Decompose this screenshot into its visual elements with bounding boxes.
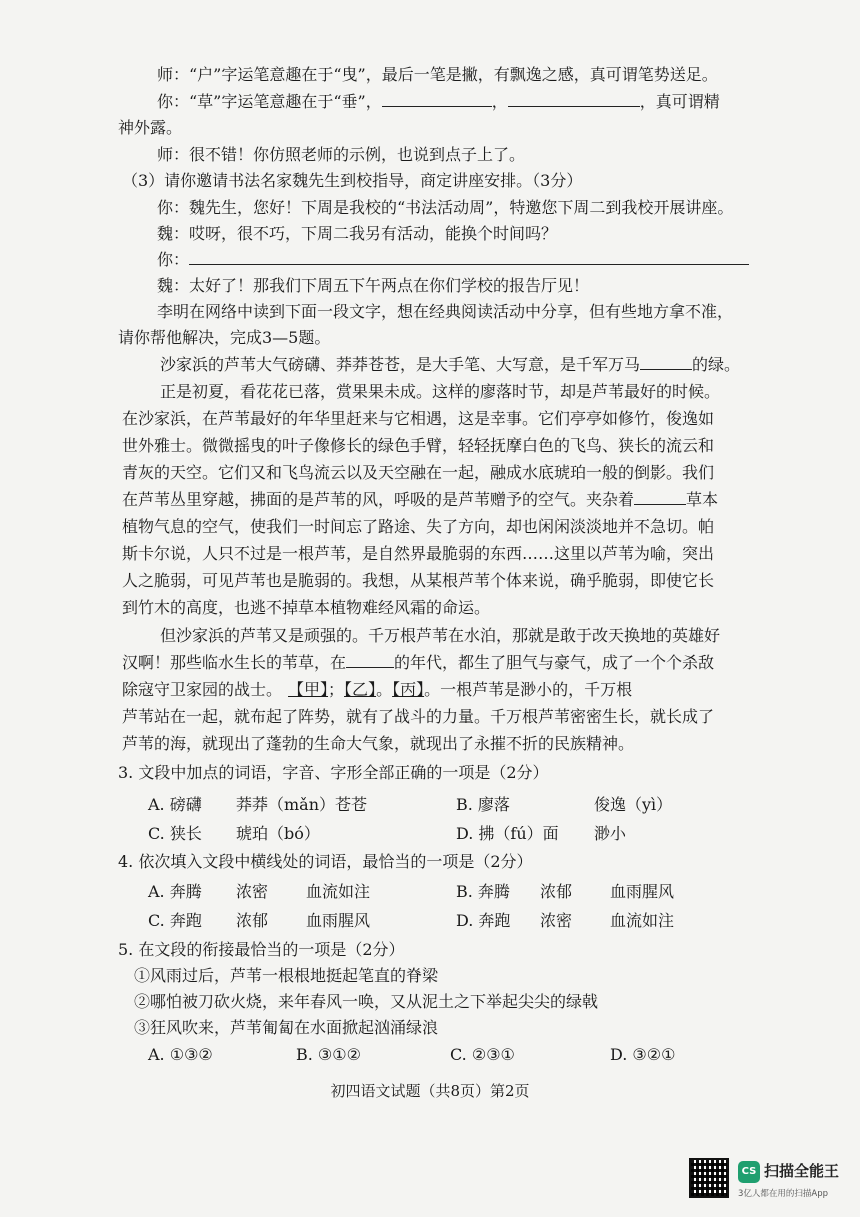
passage-p3-l2 [122,652,714,674]
camscanner-logo-icon: CS [738,1161,760,1183]
invite-line-4: 魏：太好了！那我们下周五下午两点在你们学校的报告厅见！ [157,276,590,295]
camscanner-brand: 扫描全能王 [764,1162,840,1180]
teacher-line-2: 师：很不错！你仿照老师的示例，也说到点子上了。 [157,145,526,164]
passage-p2-l2: 在沙家浜，在芦苇最好的年华里赶来与它相遇，这是幸事。它们亭亭如修竹，俊逸如 [122,409,715,428]
passage-p1-end: 的绿。 [692,355,741,374]
passage-p3-l3 [122,679,632,701]
passage-p3-l2-end: 的年代，都生了胆气与豪气，成了一个个杀敌 [394,653,715,672]
invite-line-2: 魏：哎呀，很不巧，下周二我另有活动，能换个时间吗？ [157,224,558,243]
passage-p1 [160,354,740,376]
q5-option-a[interactable]: A. ①③② [148,1045,213,1064]
q4-option-d-3: 血流如注 [610,911,675,930]
q4-option-d-1[interactable]: D. 奔跑 [456,911,511,930]
slot-yi: 【乙】 [344,680,377,699]
q4-option-c-1[interactable]: C. 奔跑 [148,911,202,930]
invite-line-3 [157,249,749,271]
q5-sentence-2: ②哪怕被刀砍火烧，来年春风一唤，又从泥土之下举起尖尖的绿戟 [134,992,599,1011]
q3-stem: 3. 文段中加点的词语，字音、字形全部正确的一项是（2分） [118,763,549,782]
q5-stem: 5. 在文段的衔接最恰当的一项是（2分） [118,940,405,959]
q5-option-c[interactable]: C. ②③① [450,1045,515,1064]
q5-sentence-3: ③狂风吹来，芦苇匍匐在水面掀起汹涌绿浪 [134,1018,439,1037]
passage-p1-start: 沙家浜的芦苇大气磅礴、莽莽苍苍，是大手笔、大写意，是千军万马 [160,355,641,374]
student-line-1-end: ，真可谓精 [639,92,720,111]
passage-p2-l8: 人之脆弱，可见芦苇也是脆弱的。我想，从某根芦苇个体来说，确乎脆弱，即使它长 [122,571,715,590]
comma: ， [491,92,508,111]
q4-option-a-2: 浓密 [236,882,269,901]
camscanner-tagline: 3亿人都在用的扫描App [738,1189,829,1199]
passage-p3-l3-start: 除寇守卫家园的战士。 [122,680,283,699]
passage-p2-l9: 到竹木的高度，也逃不掉草本植物难经风霜的命运。 [122,598,491,617]
slot-jia: 【甲】 [288,680,329,699]
intro-line-1: 李明在网络中读到下面一段文字，想在经典阅读活动中分享，但有些地方拿不准， [157,302,734,321]
q4-option-b-2: 浓郁 [540,882,573,901]
q3-option-b-phrase: 俊逸（yì） [594,795,673,814]
passage-p2-l1: 正是初夏，看花花已落，赏果果未成。这样的廖落时节，却是芦苇最好的时候。 [160,382,721,401]
q3-option-d-word[interactable]: D. 拂（fú）面 [456,824,559,843]
q4-stem: 4. 依次填入文段中横线处的词语，最恰当的一项是（2分） [118,852,533,871]
passage-p3-l2-start: 汉啊！那些临水生长的苇草，在 [122,653,347,672]
q5-sentence-1: ①风雨过后，芦苇一根根地挺起笔直的脊梁 [134,966,439,985]
page-footer: 初四语文试题（共8页）第2页 [330,1082,530,1100]
q5-option-b[interactable]: B. ③①② [296,1045,361,1064]
q4-option-d-2: 浓密 [540,911,573,930]
q5-option-d[interactable]: D. ③②① [610,1045,676,1064]
q4-option-b-1[interactable]: B. 奔腾 [456,882,510,901]
q3-option-c-word[interactable]: C. 狭长 [148,824,202,843]
passage-p3-l1: 但沙家浜的芦苇又是顽强的。千万根芦苇在水泊，那就是敢于改天换地的英雄好 [160,626,721,645]
student-line-1-start: 你：“草”字运笔意趣在于“垂”， [157,92,382,111]
q3-option-d-phrase: 渺小 [594,824,627,843]
student-line-1 [157,91,720,113]
invite-line-1: 你：魏先生，您好！下周是我校的“书法活动周”，特邀您下周二到我校开展讲座。 [157,198,734,217]
passage-p2-l7: 斯卡尔说，人只不过是一根芦苇，是自然界最脆弱的东西……这里以芦苇为喻，突出 [122,544,715,563]
q4-option-c-3: 血雨腥风 [306,911,371,930]
answer-blank-1[interactable] [382,92,492,107]
passage-p2-l3: 世外雅士。微微摇曳的叶子像修长的绿色手臂，轻轻抚摩白色的飞鸟、狭长的流云和 [122,436,715,455]
q2-3-heading: （3）请你邀请书法名家魏先生到校指导，商定讲座安排。（3分） [122,171,583,190]
passage-p2-l5-end: 草本 [686,490,719,509]
q3-option-a-phrase: 莽莽（mǎn）苍苍 [236,795,368,814]
passage-p2-l5 [122,489,718,511]
passage-p2-l6: 植物气息的空气，使我们一时间忘了路途、失了方向，却也闲闲淡淡地并不急切。帕 [122,517,715,536]
passage-blank-2[interactable] [634,490,686,505]
q3-option-c-phrase: 琥珀（bó） [236,824,320,843]
passage-p3-l5: 芦苇的海，就现出了蓬勃的生命大气象，就现出了永摧不折的民族精神。 [122,734,635,753]
intro-line-2: 请你帮他解决，完成3—5题。 [118,328,331,347]
period: 。 [376,680,393,699]
q4-option-a-1[interactable]: A. 奔腾 [148,882,202,901]
passage-p3-l3-end: 。一根芦苇是渺小的，千万根 [424,680,633,699]
student-line-1-cont: 神外露。 [118,118,183,137]
passage-blank-3[interactable] [346,653,394,668]
q4-option-a-3: 血流如注 [306,882,371,901]
passage-blank-1[interactable] [640,355,692,370]
q4-option-b-3: 血雨腥风 [610,882,675,901]
answer-blank-2[interactable] [508,92,640,107]
q4-option-c-2: 浓郁 [236,911,269,930]
passage-p3-l4: 芦苇站在一起，就布起了阵势，就有了战斗的力量。千万根芦苇密密生长，就长成了 [122,707,715,726]
passage-p2-l5-start: 在芦苇丛里穿越，拂面的是芦苇的风，呼吸的是芦苇赠予的空气。夹杂着 [122,490,635,509]
q3-option-a-word[interactable]: A. 磅礴 [148,795,202,814]
semicolon: ； [328,680,345,699]
passage-p2-l4: 青灰的天空。它们又和飞鸟流云以及天空融在一起，融成水底琥珀一般的倒影。我们 [122,463,715,482]
invite-speaker: 你： [157,250,190,269]
teacher-line-1: 师：“户”字运笔意趣在于“曳”，最后一笔是撇，有飘逸之感，真可谓笔势送足。 [157,65,718,84]
q3-option-b-word[interactable]: B. 廖落 [456,795,510,814]
slot-bing: 【丙】 [392,680,425,699]
qr-code-icon [689,1158,729,1198]
answer-blank-3[interactable] [189,250,749,265]
